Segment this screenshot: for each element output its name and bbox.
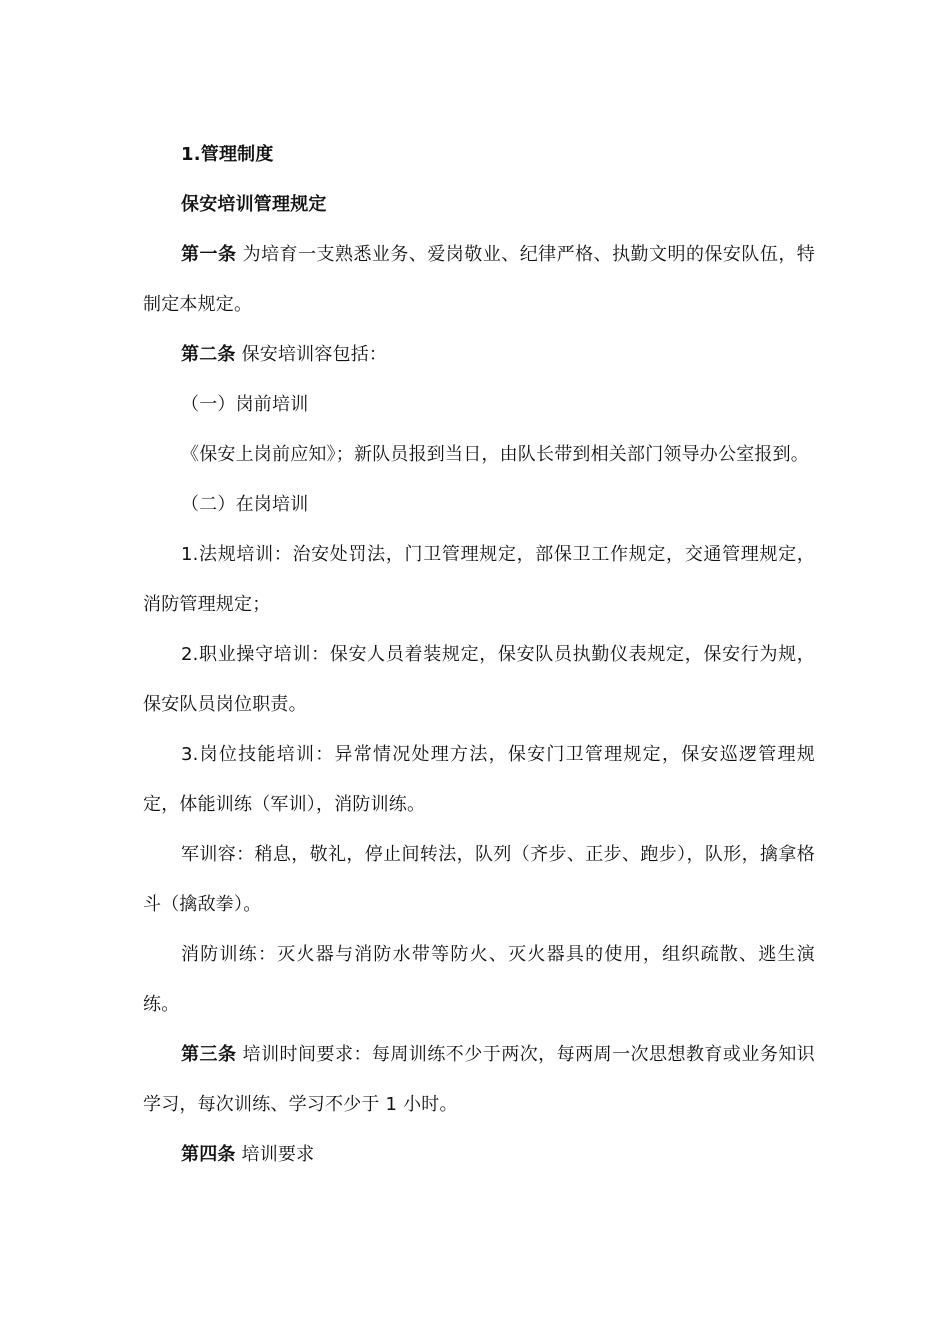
article-3-text: 培训时间要求：每周训练不少于两次，每两周一次思想教育或业务知识学习，每次训练、学习不少于 1 小时。 (143, 1044, 815, 1115)
article-4-label: 第四条 (181, 1144, 236, 1165)
document-body (143, 130, 815, 1180)
article-1-text: 为培育一支熟悉业务、爱岗敬业、纪律严格、执勤文明的保安队伍，特制定本规定。 (143, 244, 815, 315)
item-2-conduct: 2.职业操守培训：保安人员着装规定，保安队员执勤仪表规定，保安行为规，保安队员岗位职责。 (143, 644, 815, 715)
article-1-label: 第一条 (181, 244, 237, 265)
article-3 (143, 1030, 815, 1130)
article-4 (143, 1130, 815, 1180)
item-1-regulations: 1.法规培训：治安处罚法，门卫管理规定，部保卫工作规定，交通管理规定，消防管理规定； (143, 544, 815, 615)
part-1-text: 《保安上岗前应知》；新队员报到当日，由队长带到相关部门领导办公室报到。 (181, 444, 809, 465)
part-2-heading: （二）在岗培训 (181, 494, 309, 515)
fire-training: 消防训练：灭火器与消防水带等防火、灭火器具的使用，组织疏散、逃生演练。 (143, 944, 815, 1015)
document-title: 保安培训管理规定 (181, 194, 327, 215)
part-1-heading: （一）岗前培训 (181, 394, 309, 415)
article-4-text: 培训要求 (235, 1144, 315, 1165)
article-2-label: 第二条 (181, 344, 236, 365)
article-2-text: 保安培训容包括： (235, 344, 388, 365)
section-heading: 1.管理制度 (181, 144, 274, 165)
military-training: 军训容：稍息，敬礼，停止间转法，队列（齐步、正步、跑步），队形，擒拿格斗（擒敌拳）。 (143, 844, 815, 915)
article-1 (143, 230, 815, 330)
item-3-skills: 3.岗位技能培训：异常情况处理方法，保安门卫管理规定，保安巡逻管理规定，体能训练（军训），消防训练。 (143, 744, 815, 815)
article-3-label: 第三条 (181, 1044, 237, 1065)
article-2 (143, 330, 815, 380)
